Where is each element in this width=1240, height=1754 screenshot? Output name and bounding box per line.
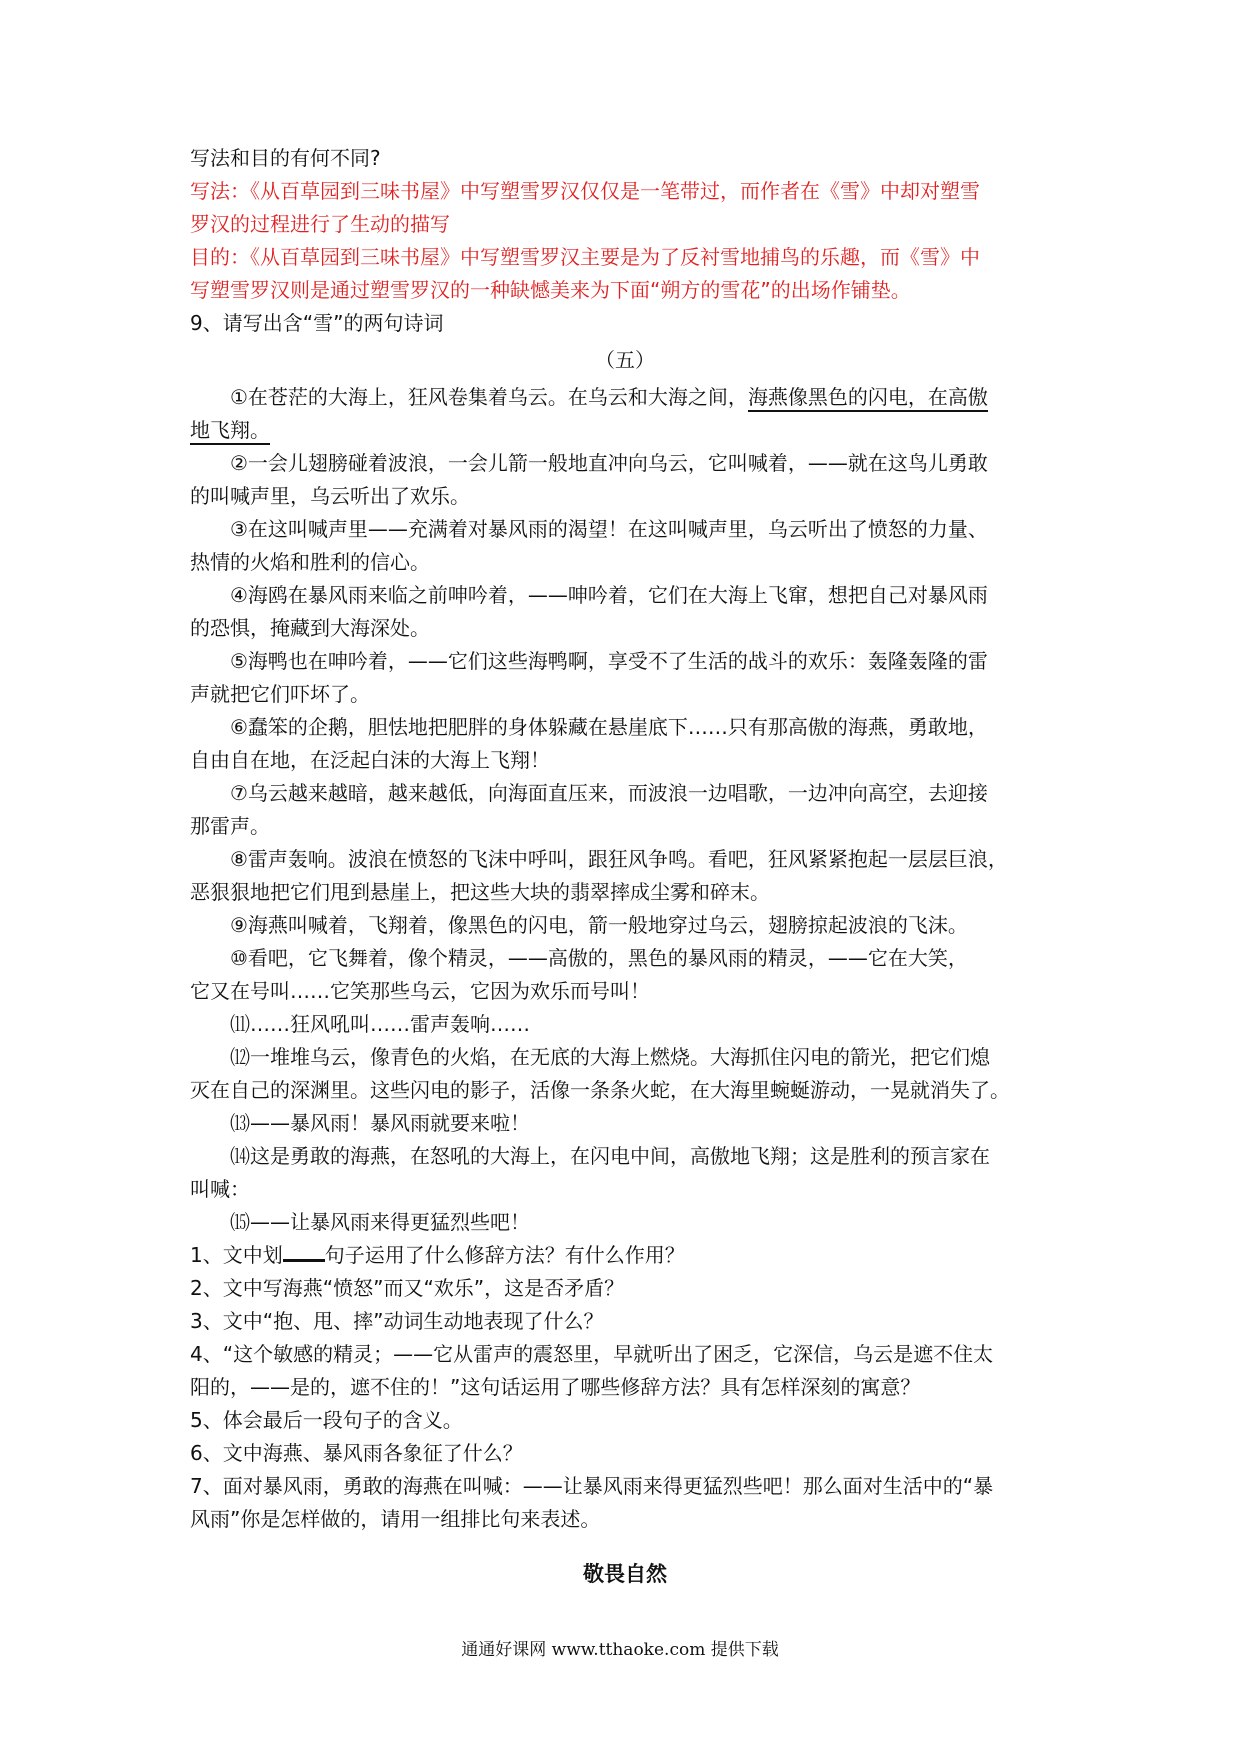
passage-line: ⑩看吧，它飞舞着，像个精灵，——高傲的，黑色的暴风雨的精灵，——它在大笑， bbox=[230, 946, 968, 970]
passage-line: ⒂——让暴风雨来得更猛烈些吧！ bbox=[230, 1210, 530, 1234]
answer-writing-line-1: 写法：《从百草园到三味书屋》中写塑雪罗汉仅仅是一笔带过，而作者在《雪》中却对塑雪 bbox=[190, 179, 980, 203]
passage-line: ⑨海燕叫喊着，飞翔着，像黑色的闪电，箭一般地穿过乌云，翅膀掠起波浪的飞沫。 bbox=[230, 913, 968, 937]
passage-line: 它又在号叫……它笑那些乌云，它因为欢乐而号叫！ bbox=[190, 979, 650, 1003]
passage-line: ②一会儿翅膀碰着波浪，一会儿箭一般地直冲向乌云，它叫喊着，——就在这鸟儿勇敢 bbox=[230, 451, 988, 475]
passage-line: 叫喊： bbox=[190, 1177, 250, 1201]
passage-line: ⑤海鸭也在呻吟着，——它们这些海鸭啊，享受不了生活的战斗的欢乐：轰隆轰隆的雷 bbox=[230, 649, 988, 673]
question-line: 7、面对暴风雨，勇敢的海燕在叫喊：——让暴风雨来得更猛烈些吧！那么面对生活中的“暴 bbox=[190, 1474, 994, 1498]
passage-line: ⒀——暴风雨！暴风雨就要来啦！ bbox=[230, 1111, 530, 1135]
passage-line: ①在苍茫的大海上，狂风卷集着乌云。在乌云和大海之间，海燕像黑色的闪电，在高傲 bbox=[190, 381, 1060, 414]
passage-line: ⑦乌云越来越暗，越来越低，向海面直压来，而波浪一边唱歌，一边冲向高空，去迎接 bbox=[230, 781, 988, 805]
passage-line: 的恐惧，掩藏到大海深处。 bbox=[190, 616, 430, 640]
question-line: 4、“这个敏感的精灵；——它从雷声的震怒里，早就听出了困乏，它深信，乌云是遮不住太 bbox=[190, 1342, 994, 1366]
next-section-title: 敬畏自然 bbox=[583, 1562, 667, 1586]
answer-purpose-line-1: 目的：《从百草园到三味书屋》中写塑雪罗汉主要是为了反衬雪地捕鸟的乐趣，而《雪》中 bbox=[190, 245, 980, 269]
question-1: 1、文中划 句子运用了什么修辞方法？有什么作用？ bbox=[190, 1243, 685, 1267]
passage-line: 的叫喊声里，乌云听出了欢乐。 bbox=[190, 484, 470, 508]
question-line: 阳的，——是的，遮不住的！”这句话运用了哪些修辞方法？具有怎样深刻的寓意？ bbox=[190, 1375, 921, 1399]
section-title: （五） bbox=[595, 348, 655, 372]
passage-line: ⑧雷声轰响。波浪在愤怒的飞沫中呼叫，跟狂风争鸣。看吧，狂风紧紧抱起一层层巨浪， bbox=[230, 847, 1008, 871]
underlined-sentence: 地飞翔。 bbox=[190, 418, 270, 445]
passage-line: 恶狠狠地把它们甩到悬崖上，把这些大块的翡翠摔成尘雾和碎末。 bbox=[190, 880, 770, 904]
document-page bbox=[190, 142, 1060, 1591]
page-footer: 通通好课网 www.tthaoke.com 提供下载 bbox=[461, 1640, 779, 1660]
passage-line: ⑥蠢笨的企鹅，胆怯地把肥胖的身体躲藏在悬崖底下……只有那高傲的海燕，勇敢地， bbox=[230, 715, 988, 739]
passage-line: ⑿一堆堆乌云，像青色的火焰，在无底的大海上燃烧。大海抓住闪电的箭光，把它们熄 bbox=[230, 1045, 990, 1069]
underline-blank bbox=[283, 1241, 325, 1262]
passage-line: 声就把它们吓坏了。 bbox=[190, 682, 370, 706]
passage-line: ③在这叫喊声里——充满着对暴风雨的渴望！在这叫喊声里，乌云听出了愤怒的力量、 bbox=[230, 517, 988, 541]
passage-line: 那雷声。 bbox=[190, 814, 270, 838]
question-9: 9、请写出含“雪”的两句诗词 bbox=[190, 311, 444, 335]
question-line: 2、文中写海燕“愤怒”而又“欢乐”，这是否矛盾？ bbox=[190, 1276, 625, 1300]
passage-line bbox=[190, 414, 1060, 447]
passage-line: ④海鸥在暴风雨来临之前呻吟着，——呻吟着，它们在大海上飞窜，想把自己对暴风雨 bbox=[230, 583, 988, 607]
question-8-tail: 写法和目的有何不同? bbox=[190, 146, 381, 170]
passage-line: 灭在自己的深渊里。这些闪电的影子，活像一条条火蛇，在大海里蜿蜒游动，一晃就消失了。 bbox=[190, 1078, 1010, 1102]
question-line: 6、文中海燕、暴风雨各象征了什么？ bbox=[190, 1441, 523, 1465]
passage-line: 自由自在地，在泛起白沫的大海上飞翔！ bbox=[190, 748, 550, 772]
passage-line: 热情的火焰和胜利的信心。 bbox=[190, 550, 430, 574]
passage-line: ⒁这是勇敢的海燕，在怒吼的大海上，在闪电中间，高傲地飞翔；这是胜利的预言家在 bbox=[230, 1144, 990, 1168]
underlined-sentence: 海燕像黑色的闪电，在高傲 bbox=[748, 385, 988, 412]
question-line: 风雨”你是怎样做的，请用一组排比句来表述。 bbox=[190, 1507, 601, 1531]
question-line: 5、体会最后一段句子的含义。 bbox=[190, 1408, 463, 1432]
passage-line: ⑾……狂风吼叫……雷声轰响…… bbox=[230, 1012, 530, 1036]
question-line: 3、文中“抱、甩、摔”动词生动地表现了什么？ bbox=[190, 1309, 604, 1333]
answer-writing-line-2: 罗汉的过程进行了生动的描写 bbox=[190, 212, 450, 236]
answer-purpose-line-2: 写塑雪罗汉则是通过塑雪罗汉的一种缺憾美来为下面“朔方的雪花”的出场作铺垫。 bbox=[190, 278, 911, 302]
passage bbox=[190, 381, 1060, 1239]
questions bbox=[190, 1239, 1060, 1536]
